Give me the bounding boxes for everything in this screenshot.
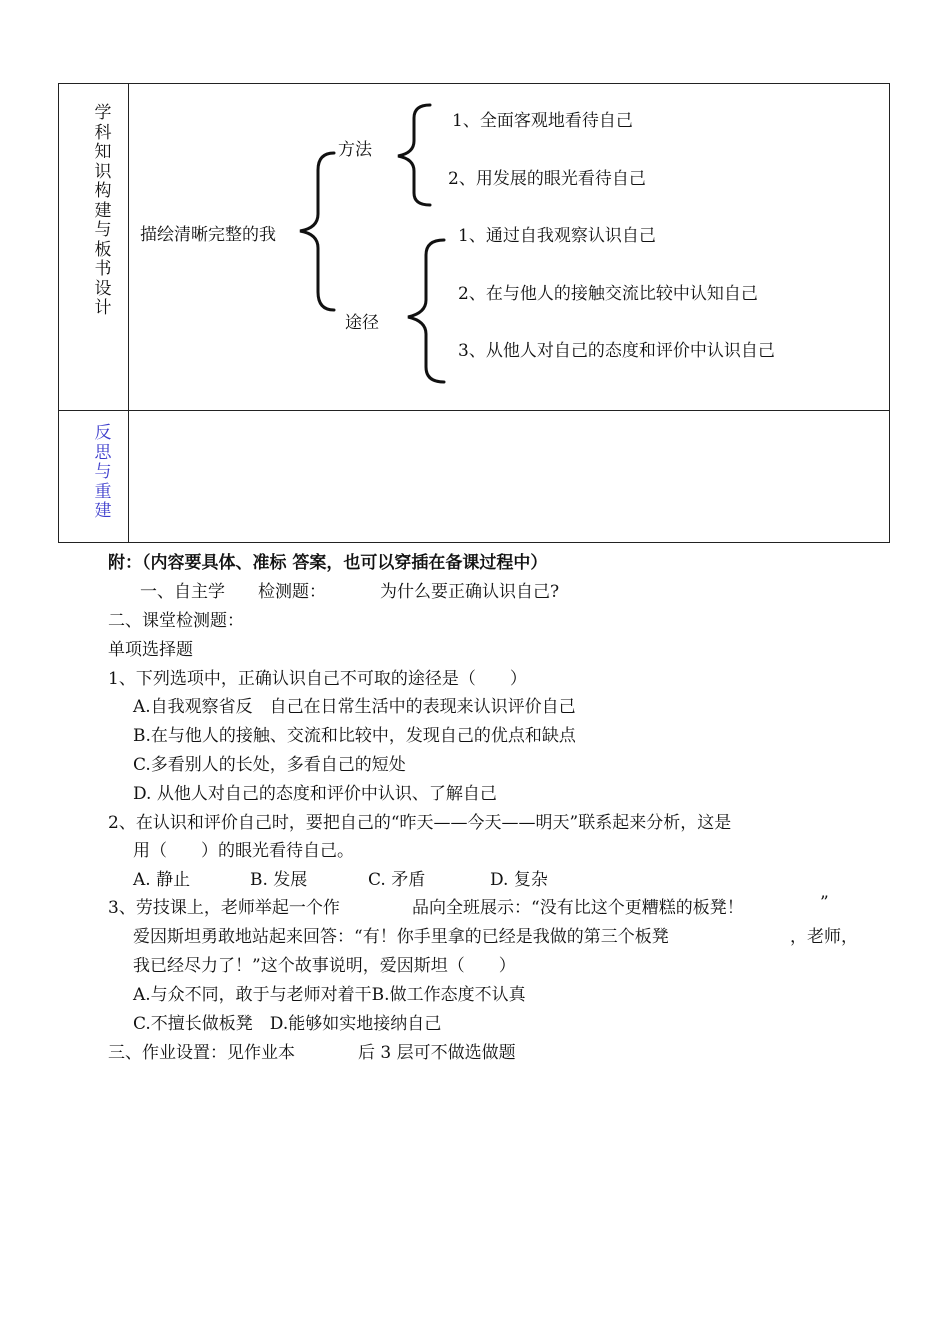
question-2-line-1: 2、在认识和评价自己时，要把自己的“昨天——今天——明天”联系起来分析，这是	[108, 813, 732, 833]
diagram-branch-route: 途径	[345, 313, 379, 333]
question-3-line-1b: 品向全班展示：“没有比这个更糟糕的板凳！	[412, 898, 744, 918]
question-3-line-1c: ”	[820, 893, 829, 913]
question-3-options: C.不擅长做板凳 D.能够如实地接纳自己	[133, 1014, 442, 1034]
self-study-question: 为什么要正确认识自己?	[380, 582, 560, 602]
classroom-heading: 二、课堂检测题：	[108, 611, 244, 631]
question-1-option: B.在与他人的接触、交流和比较中，发现自己的优点和缺点	[133, 726, 576, 746]
route-item: 2、在与他人的接触交流比较中认知自己	[458, 284, 758, 304]
self-study-label: 一、自主学	[140, 582, 225, 602]
question-3-options: A.与众不同，敢于与老师对着干B.做工作态度不认真	[133, 985, 526, 1005]
question-2-option: A. 静止	[133, 870, 191, 890]
question-3-line-3: 我已经尽力了！”这个故事说明，爱因斯坦（ ）	[133, 956, 516, 976]
question-3-line-1a: 3、劳技课上，老师举起一个作	[108, 898, 340, 918]
question-1-option: C.多看别人的长处，多看自己的短处	[133, 755, 406, 775]
question-2-line-2: 用（ ）的眼光看待自己。	[133, 841, 354, 861]
question-2-option: C. 矛盾	[368, 870, 426, 890]
question-2-option: B. 发展	[250, 870, 308, 890]
single-choice-heading: 单项选择题	[108, 640, 193, 660]
method-brace	[398, 105, 430, 205]
question-2-option: D. 复杂	[490, 870, 548, 890]
route-item: 3、从他人对自己的态度和评价中认识自己	[458, 341, 775, 361]
route-brace	[408, 240, 444, 382]
question-3-line-2a: 爱因斯坦勇敢地站起来回答：“有！你手里拿的已经是我做的第三个板凳	[133, 927, 669, 947]
question-1-option: A.自我观察省反 自己在日常生活中的表现来认识评价自己	[133, 697, 576, 717]
appendix-heading: 附：（内容要具体、准标 答案，也可以穿插在备课过程中）	[108, 553, 548, 573]
self-study-test-label: 检测题：	[258, 582, 326, 602]
root-brace	[300, 153, 334, 310]
question-1: 1、下列选项中，正确认识自己不可取的途径是（ ）	[108, 669, 527, 689]
diagram-branch-method: 方法	[338, 140, 372, 160]
homework-label: 三、作业设置：见作业本	[108, 1043, 295, 1063]
row-label-board-design: 学 科 知 识 构 建 与 板 书 设 计	[94, 103, 112, 318]
question-3-line-2b: ，老师，	[790, 927, 858, 947]
route-item: 1、通过自我观察认识自己	[458, 226, 656, 246]
method-item: 1、全面客观地看待自己	[452, 111, 633, 131]
method-item: 2、用发展的眼光看待自己	[448, 169, 646, 189]
homework-note: 后 3 层可不做选做题	[358, 1043, 516, 1063]
question-1-option: D. 从他人对自己的态度和评价中认识、了解自己	[133, 784, 497, 804]
row-label-reflection: 反 思 与 重 建	[94, 423, 112, 521]
diagram-root: 描绘清晰完整的我	[140, 225, 276, 245]
